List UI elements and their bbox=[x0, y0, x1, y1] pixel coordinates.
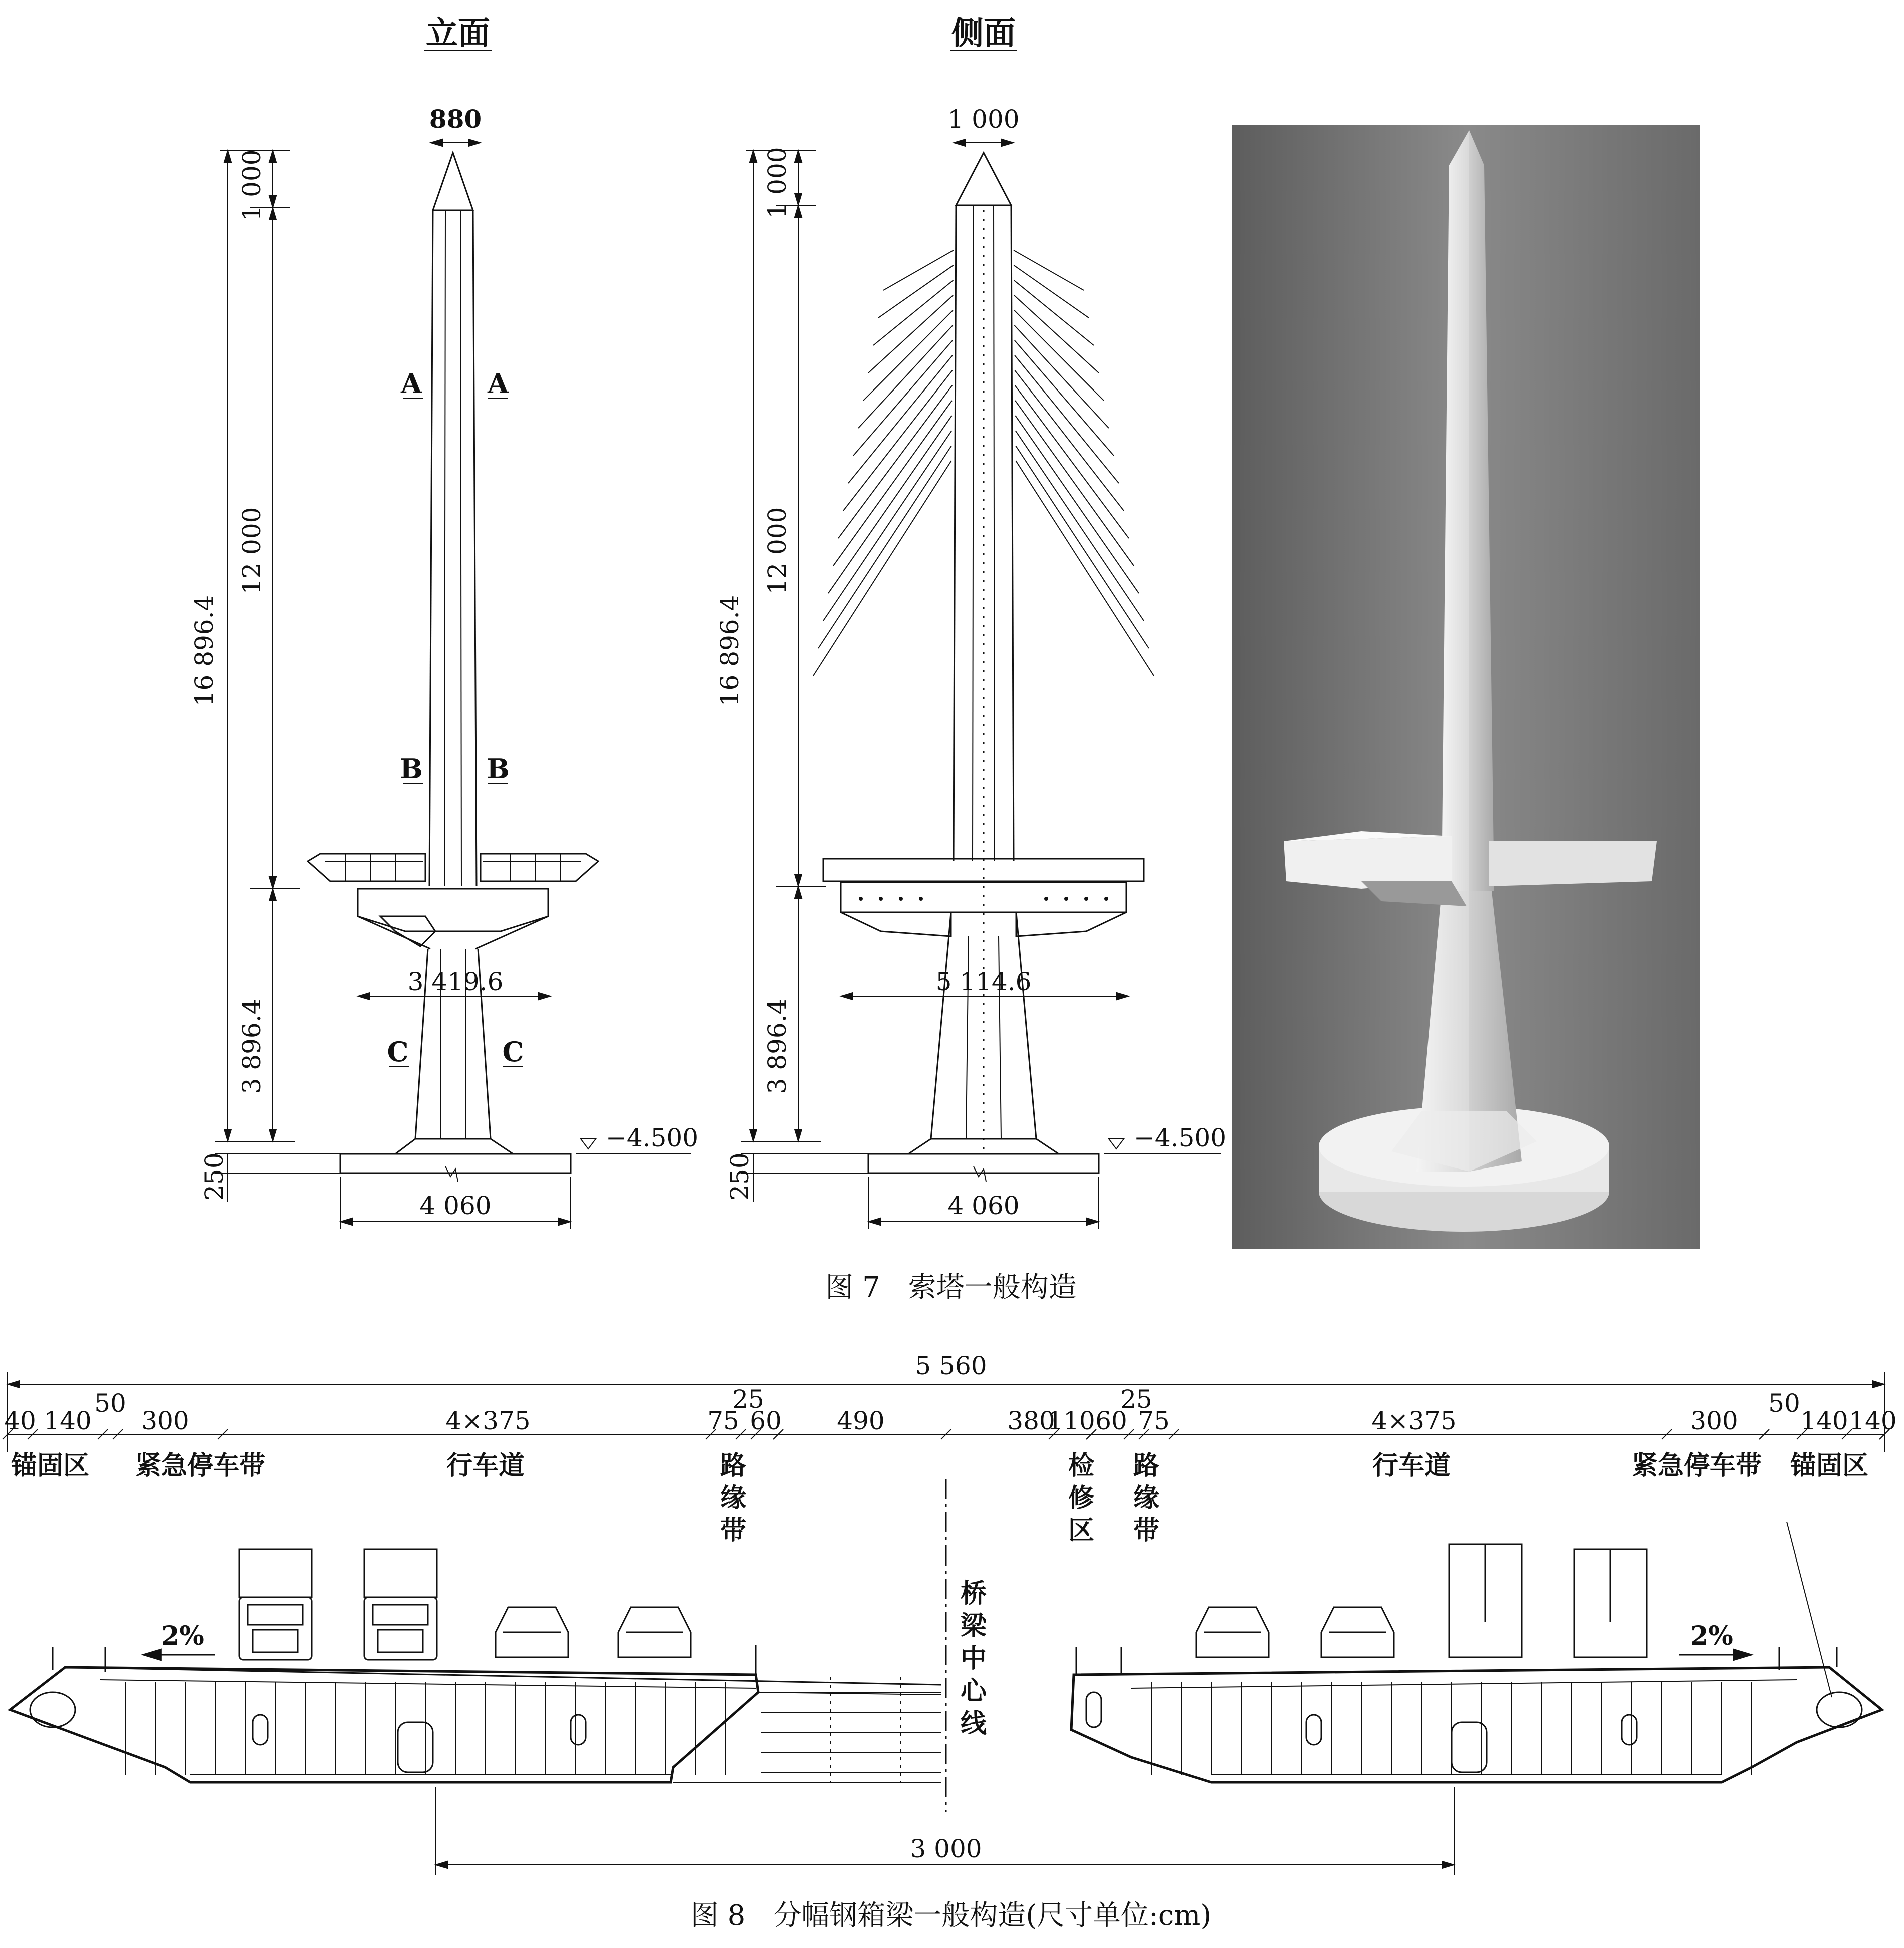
vehicles-left bbox=[239, 1549, 691, 1660]
elev-dim-base: 250 bbox=[200, 1152, 229, 1201]
side-top-width: 1 000 bbox=[947, 105, 1020, 134]
dim-r-50: 50 bbox=[1768, 1389, 1800, 1418]
zone-emergency-right: 紧急停车带 bbox=[1631, 1450, 1762, 1481]
stay-cable bbox=[813, 461, 951, 676]
elev-mark-c-left: C bbox=[387, 1036, 409, 1068]
centerline-char-1: 桥 bbox=[960, 1578, 987, 1609]
elev-beam-width: 3 419.6 bbox=[407, 967, 504, 996]
stay-cable bbox=[1015, 385, 1129, 538]
dim-l-60: 60 bbox=[750, 1406, 782, 1435]
side-level: −4.500 bbox=[1134, 1123, 1227, 1152]
fig7-elevation bbox=[190, 15, 698, 1229]
zone-inspect-3: 区 bbox=[1068, 1515, 1095, 1546]
right-box-girder bbox=[1071, 1522, 1882, 1782]
stay-cable bbox=[1014, 295, 1099, 373]
dim-l-25: 25 bbox=[732, 1385, 764, 1414]
dim-r-380: 380 bbox=[1007, 1406, 1055, 1435]
stay-cable bbox=[883, 250, 954, 290]
side-dim-total: 16 896.4 bbox=[715, 595, 744, 707]
stay-cable bbox=[848, 355, 953, 483]
elev-foundation-width: 4 060 bbox=[419, 1191, 492, 1220]
stay-cable bbox=[1014, 250, 1084, 290]
side-title: 侧面 bbox=[951, 15, 1016, 52]
elev-dim-top: 1 000 bbox=[237, 149, 266, 221]
elev-mark-a-right: A bbox=[488, 367, 509, 400]
centerline-char-3: 中 bbox=[960, 1643, 987, 1674]
zone-anchor-left: 锚固区 bbox=[11, 1450, 90, 1481]
elev-dim-mid: 12 000 bbox=[237, 507, 266, 595]
side-beam-width: 5 114.6 bbox=[935, 967, 1032, 996]
fig8-section bbox=[3, 1351, 1897, 1875]
dim-l-4x375: 4×375 bbox=[445, 1406, 531, 1435]
elev-dim-total: 16 896.4 bbox=[190, 595, 219, 707]
stay-cable bbox=[868, 295, 953, 373]
fig8-total-width: 5 560 bbox=[915, 1351, 987, 1380]
tower-model-image bbox=[1232, 125, 1700, 1249]
elevation-title: 立面 bbox=[426, 15, 490, 52]
stay-cable bbox=[828, 416, 952, 593]
zone-anchor-right: 锚固区 bbox=[1790, 1450, 1869, 1481]
dim-r-25: 25 bbox=[1120, 1385, 1152, 1414]
zone-curb-left-2: 缘 bbox=[720, 1483, 747, 1513]
fig7-caption: 图 7 索塔一般构造 bbox=[825, 1271, 1077, 1304]
dim-r-300: 300 bbox=[1690, 1406, 1738, 1435]
zone-curb-right-1: 路 bbox=[1133, 1450, 1160, 1481]
zone-lanes-right: 行车道 bbox=[1372, 1450, 1451, 1481]
left-box-girder bbox=[10, 1645, 941, 1782]
dim-l-40: 40 bbox=[4, 1406, 36, 1435]
stay-cable bbox=[843, 370, 953, 511]
stay-cable bbox=[1014, 265, 1089, 318]
dim-l-490: 490 bbox=[837, 1406, 885, 1435]
side-foundation-width: 4 060 bbox=[947, 1191, 1020, 1220]
dim-r-140a: 140 bbox=[1800, 1406, 1848, 1435]
zone-lanes-left: 行车道 bbox=[446, 1450, 525, 1481]
elev-level: −4.500 bbox=[606, 1123, 699, 1152]
slope-left: 2% bbox=[161, 1621, 204, 1651]
zone-curb-left-3: 带 bbox=[720, 1515, 747, 1546]
dim-l-50: 50 bbox=[94, 1389, 126, 1418]
dim-r-140b: 140 bbox=[1849, 1406, 1897, 1435]
zone-curb-right-2: 缘 bbox=[1133, 1483, 1160, 1513]
elev-mark-b-left: B bbox=[400, 753, 423, 785]
zone-emergency-left: 紧急停车带 bbox=[135, 1450, 266, 1481]
side-dim-top: 1 000 bbox=[763, 147, 792, 219]
elev-mark-c-right: C bbox=[502, 1036, 524, 1068]
side-dim-mid: 12 000 bbox=[763, 507, 792, 595]
elev-mark-a-left: A bbox=[401, 367, 422, 400]
stay-cable bbox=[1015, 401, 1134, 566]
stay-cable bbox=[1015, 416, 1139, 593]
side-dim-base: 250 bbox=[725, 1152, 754, 1201]
dim-r-4x375: 4×375 bbox=[1371, 1406, 1457, 1435]
centerline-char-4: 心 bbox=[960, 1676, 987, 1706]
dim-l-75: 75 bbox=[707, 1406, 739, 1435]
fig8-caption: 图 8 分幅钢箱梁一般构造(尺寸单位:cm) bbox=[690, 1899, 1212, 1932]
stay-cable bbox=[823, 431, 951, 621]
elev-top-width: 880 bbox=[429, 104, 482, 134]
stay-cable bbox=[838, 385, 952, 538]
zone-curb-left-1: 路 bbox=[720, 1450, 747, 1481]
stay-cable bbox=[1016, 461, 1154, 676]
elev-dim-lower: 3 896.4 bbox=[237, 998, 266, 1094]
side-dim-lower: 3 896.4 bbox=[763, 998, 792, 1094]
dim-r-110: 110 bbox=[1047, 1406, 1095, 1435]
slope-right: 2% bbox=[1690, 1621, 1733, 1651]
dim-l-300: 300 bbox=[141, 1406, 189, 1435]
stay-cable bbox=[853, 340, 953, 456]
stay-cable bbox=[833, 401, 952, 566]
fig8-bottom-dim: 3 000 bbox=[910, 1834, 982, 1863]
stay-cable bbox=[878, 265, 954, 318]
stay-cable bbox=[1015, 340, 1114, 456]
stay-cable bbox=[1016, 431, 1144, 621]
vehicles-right bbox=[1196, 1544, 1647, 1657]
zone-inspect-2: 修 bbox=[1068, 1483, 1095, 1513]
centerline-char-5: 线 bbox=[960, 1708, 987, 1739]
centerline-label bbox=[961, 1578, 988, 1739]
zone-inspect-1: 检 bbox=[1068, 1450, 1095, 1481]
dim-r-60: 60 bbox=[1095, 1406, 1127, 1435]
stay-cable bbox=[1015, 370, 1124, 511]
dim-r-75: 75 bbox=[1138, 1406, 1170, 1435]
fig7-side bbox=[715, 15, 1226, 1229]
zone-curb-right-3: 带 bbox=[1133, 1515, 1160, 1546]
dim-l-140: 140 bbox=[44, 1406, 92, 1435]
stay-cable bbox=[1015, 355, 1119, 483]
centerline-char-2: 梁 bbox=[960, 1611, 987, 1641]
elev-mark-b-right: B bbox=[487, 753, 510, 785]
